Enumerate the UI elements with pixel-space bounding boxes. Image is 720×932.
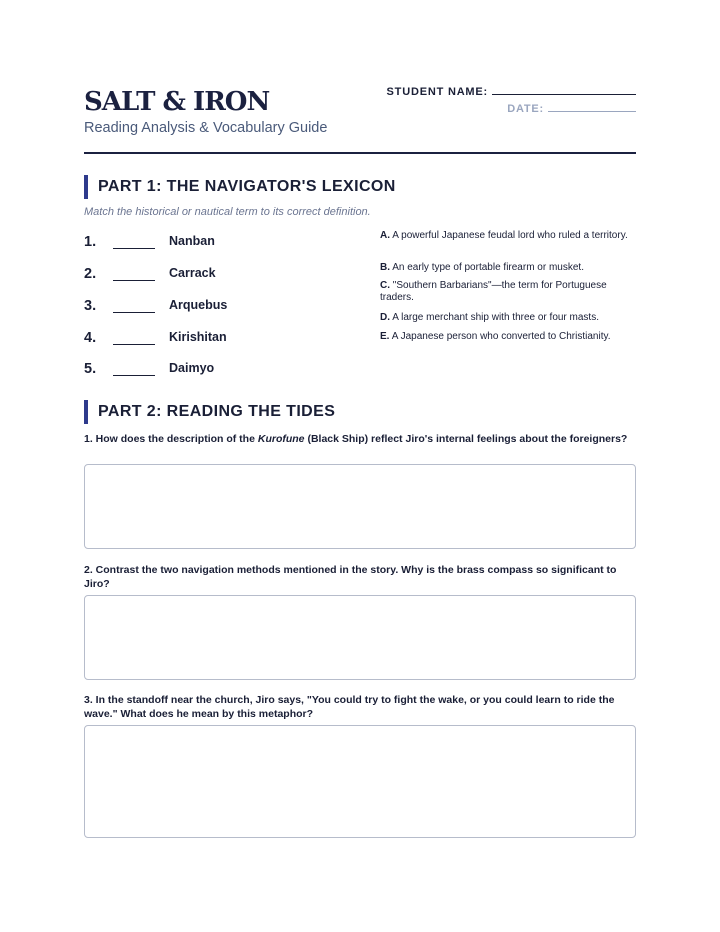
- date-label: DATE:: [507, 103, 544, 115]
- student-name-field[interactable]: [387, 85, 636, 98]
- definition-text: A powerful Japanese feudal lord who ruled a territory.: [392, 230, 628, 241]
- part1-heading: [84, 175, 636, 199]
- answer-box-3[interactable]: [84, 725, 636, 838]
- definition-text: A large merchant ship with three or four masts.: [392, 312, 599, 323]
- term-word: Daimyo: [169, 361, 215, 375]
- date-field[interactable]: [507, 102, 636, 115]
- part1-instructions: Match the historical or nautical term to its correct definition.: [84, 206, 371, 218]
- definition-item: [380, 312, 636, 324]
- definition-item: [380, 262, 636, 274]
- term-row: [84, 234, 364, 254]
- answer-blank[interactable]: [113, 280, 155, 281]
- term-number: 1.: [84, 234, 97, 250]
- part2-heading-text: PART 2: READING THE TIDES: [98, 403, 336, 420]
- student-name-label: STUDENT NAME:: [386, 86, 488, 98]
- definition-item: [380, 280, 636, 304]
- question-1-ship-name: Kurofune: [257, 433, 305, 445]
- answer-box-2[interactable]: [84, 595, 636, 680]
- term-word: Arquebus: [169, 298, 228, 312]
- definition-text: "Southern Barbarians"—the term for Portuguese traders.: [380, 280, 607, 303]
- worksheet-subtitle: Reading Analysis & Vocabulary Guide: [84, 120, 328, 136]
- worksheet-page: [84, 0, 636, 932]
- term-word: Nanban: [169, 234, 215, 248]
- question-2: 2. Contrast the two navigation methods mentioned in the story. Why is the brass compass so significant to Jiro?: [84, 564, 617, 590]
- question-3: 3. In the standoff near the church, Jiro says, "You could try to fight the wake, or you could learn to ride the wave." What does he mean by this metaphor?: [84, 694, 615, 720]
- question-1-text-start: 1. How does the description of the: [84, 433, 258, 445]
- term-word: Carrack: [169, 266, 216, 280]
- worksheet-title: SALT & IRON: [84, 87, 270, 117]
- part1-heading-text: PART 1: THE NAVIGATOR'S LEXICON: [98, 178, 396, 195]
- worksheet-header: [84, 84, 636, 154]
- definition-letter: D.: [380, 312, 390, 323]
- answer-blank[interactable]: [113, 375, 155, 376]
- definition-item: [380, 230, 636, 242]
- term-word: Kirishitan: [169, 330, 227, 344]
- answer-blank[interactable]: [113, 248, 155, 249]
- term-row: [84, 361, 364, 381]
- term-number: 2.: [84, 266, 97, 282]
- answer-box-1[interactable]: [84, 464, 636, 549]
- term-number: 3.: [84, 298, 97, 314]
- definition-letter: E.: [380, 331, 390, 342]
- definition-letter: C.: [380, 280, 390, 291]
- definition-letter: A.: [380, 230, 390, 241]
- term-row: [84, 266, 364, 286]
- definition-letter: B.: [380, 262, 390, 273]
- definition-text: An early type of portable firearm or musket.: [392, 262, 584, 273]
- answer-blank[interactable]: [113, 344, 155, 345]
- definition-item: [380, 331, 636, 343]
- definition-text: A Japanese person who converted to Christianity.: [391, 331, 611, 342]
- part2-heading: [84, 400, 636, 424]
- term-number: 4.: [84, 330, 97, 346]
- question-1: [84, 432, 636, 446]
- term-row: [84, 330, 364, 350]
- term-number: 5.: [84, 361, 97, 377]
- student-name-blank[interactable]: [492, 85, 636, 95]
- date-blank[interactable]: [548, 102, 636, 112]
- header-divider: [84, 152, 636, 154]
- term-row: [84, 298, 364, 318]
- question-1-text-end: (Black Ship) reflect Jiro's internal feelings about the foreigners?: [304, 433, 628, 445]
- answer-blank[interactable]: [113, 312, 155, 313]
